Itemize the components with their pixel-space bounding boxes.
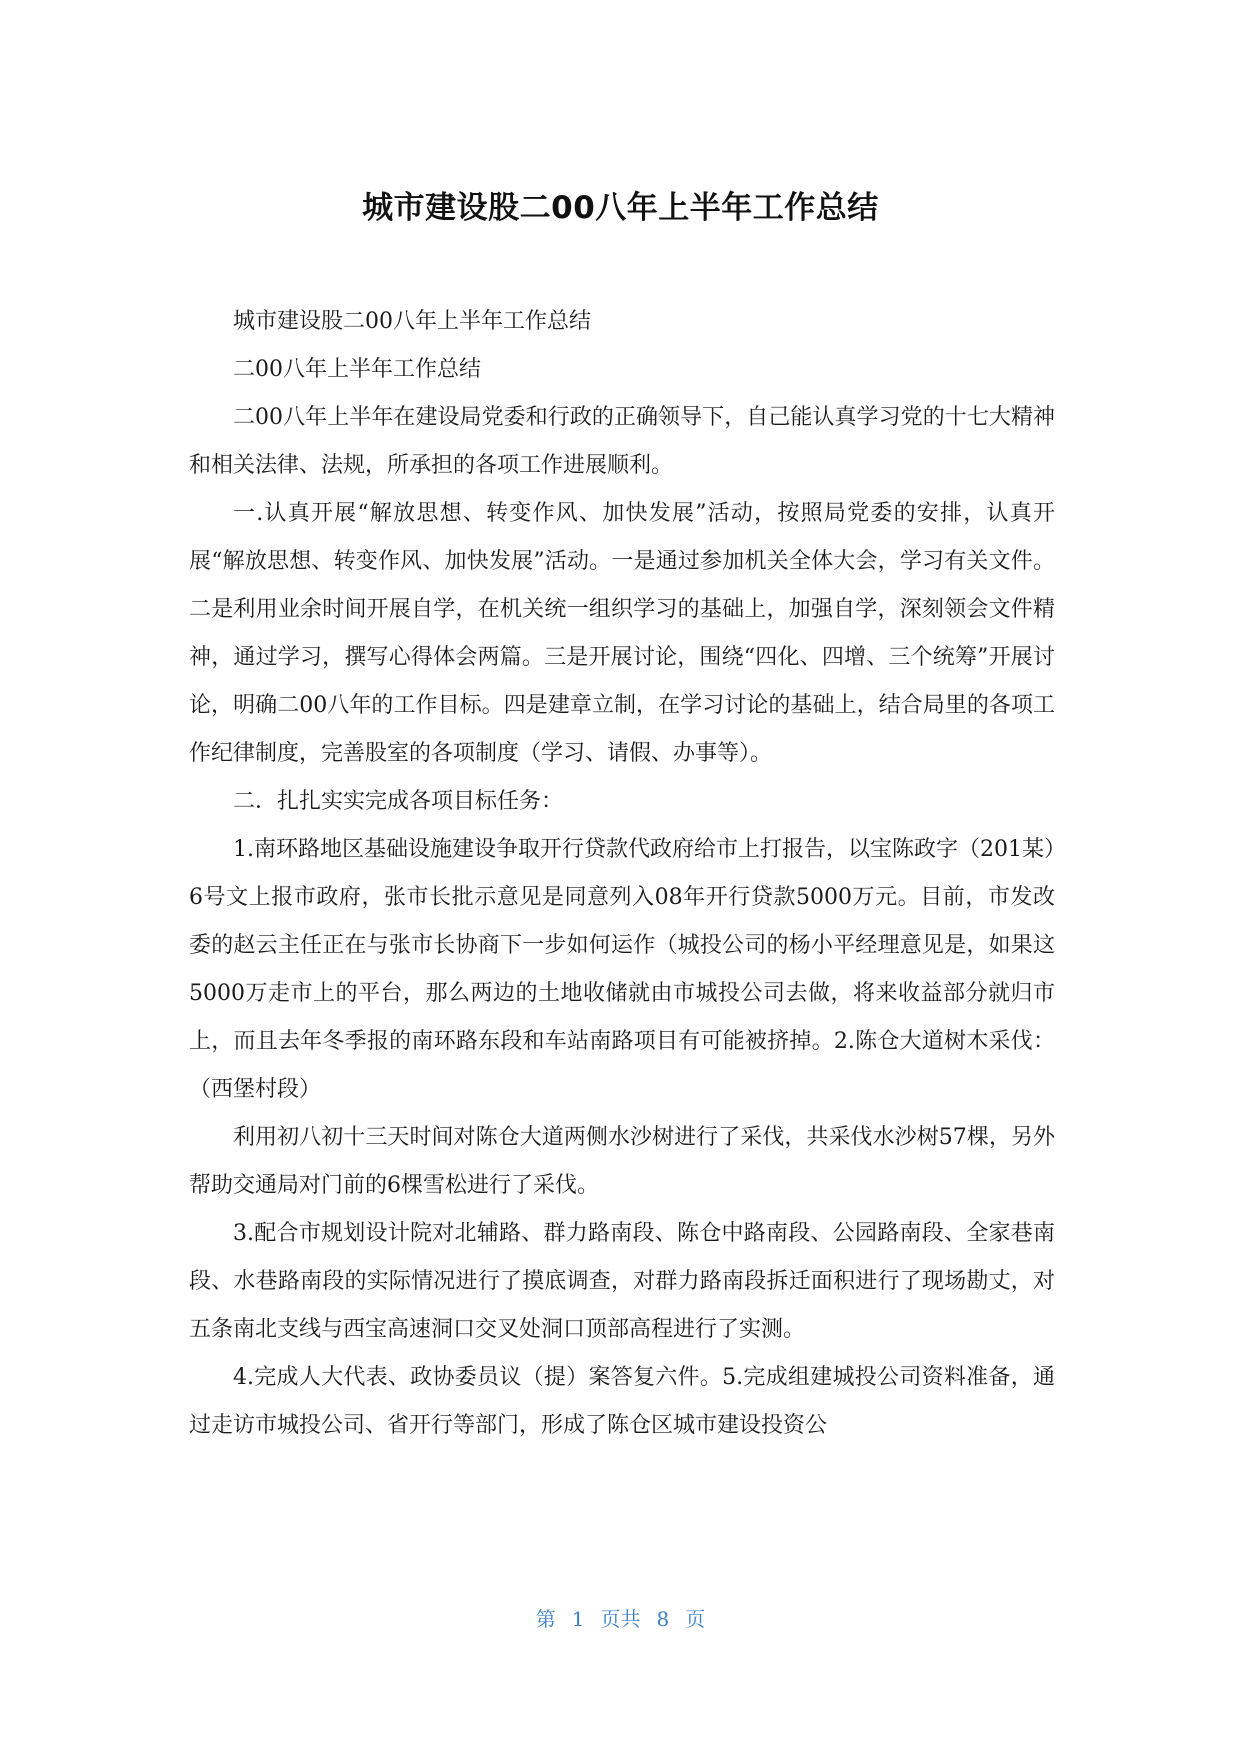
- paragraph: 一.认真开展“解放思想、转变作风、加快发展”活动，按照局党委的安排，认真开展“解放思想、转变作风、加快发展”活动。一是通过参加机关全体大会，学习有关文件。二是利用业余时间开展自学，在机关统一组织学习的基础上，加强自学，深刻领会文件精神，通过学习，撰写心得体会两篇。三是开展讨论，围绕“四化、四增、三个统筹”开展讨论，明确二00八年的工作目标。四是建章立制，在学习讨论的基础上，结合局里的各项工作纪律制度，完善股室的各项制度（学习、请假、办事等）。: [189, 501, 1055, 766]
- paragraph: 1.南环路地区基础设施建设争取开行贷款代政府给市上打报告，以宝陈政字（201某）6号文上报市政府，张市长批示意见是同意列入08年开行贷款5000万元。目前，市发改委的赵云主任正在与张市长协商下一步如何运作（城投公司的杨小平经理意见是，如果这5000万走市上的平台，那么两边的土地收储就由市城投公司去做，将来收益部分就归市上，而且去年冬季报的南环路东段和车站南路项目有可能被挤掉。2.陈仓大道树木采伐：（西堡村段）: [189, 837, 1055, 1102]
- document-body: [189, 298, 1055, 1450]
- paragraph: 利用初八初十三天时间对陈仓大道两侧水沙树进行了采伐，共采伐水沙树57棵，另外帮助交通局对门前的6棵雪松进行了采伐。: [189, 1125, 1055, 1198]
- document-title: 城市建设股二00八年上半年工作总结: [362, 190, 879, 226]
- page-footer: [0, 1606, 1241, 1632]
- paragraph: 二00八年上半年工作总结: [233, 357, 481, 382]
- footer-di: 第: [535, 1607, 556, 1631]
- paragraph: 二00八年上半年在建设局党委和行政的正确领导下，自己能认真学习党的十七大精神和相关法律、法规，所承担的各项工作进展顺利。: [189, 405, 1055, 478]
- paragraph: 二．扎扎实实完成各项目标任务：: [233, 789, 564, 814]
- footer-page-number: 1: [571, 1607, 585, 1631]
- paragraph: 4.完成人大代表、政协委员议（提）案答复六件。5.完成组建城投公司资料准备，通过走访市城投公司、省开行等部门，形成了陈仓区城市建设投资公: [189, 1365, 1055, 1438]
- paragraph: 城市建设股二00八年上半年工作总结: [233, 309, 591, 334]
- footer-total-pages: 8: [656, 1607, 670, 1631]
- footer-ye: 页: [685, 1607, 706, 1631]
- footer-ye-gong: 页共: [600, 1607, 641, 1631]
- paragraph: 3.配合市规划设计院对北辅路、群力路南段、陈仓中路南段、公园路南段、全家巷南段、水巷路南段的实际情况进行了摸底调查，对群力路南段拆迁面积进行了现场勘丈，对五条南北支线与西宝高速洞口交叉处洞口顶部高程进行了实测。: [189, 1221, 1055, 1342]
